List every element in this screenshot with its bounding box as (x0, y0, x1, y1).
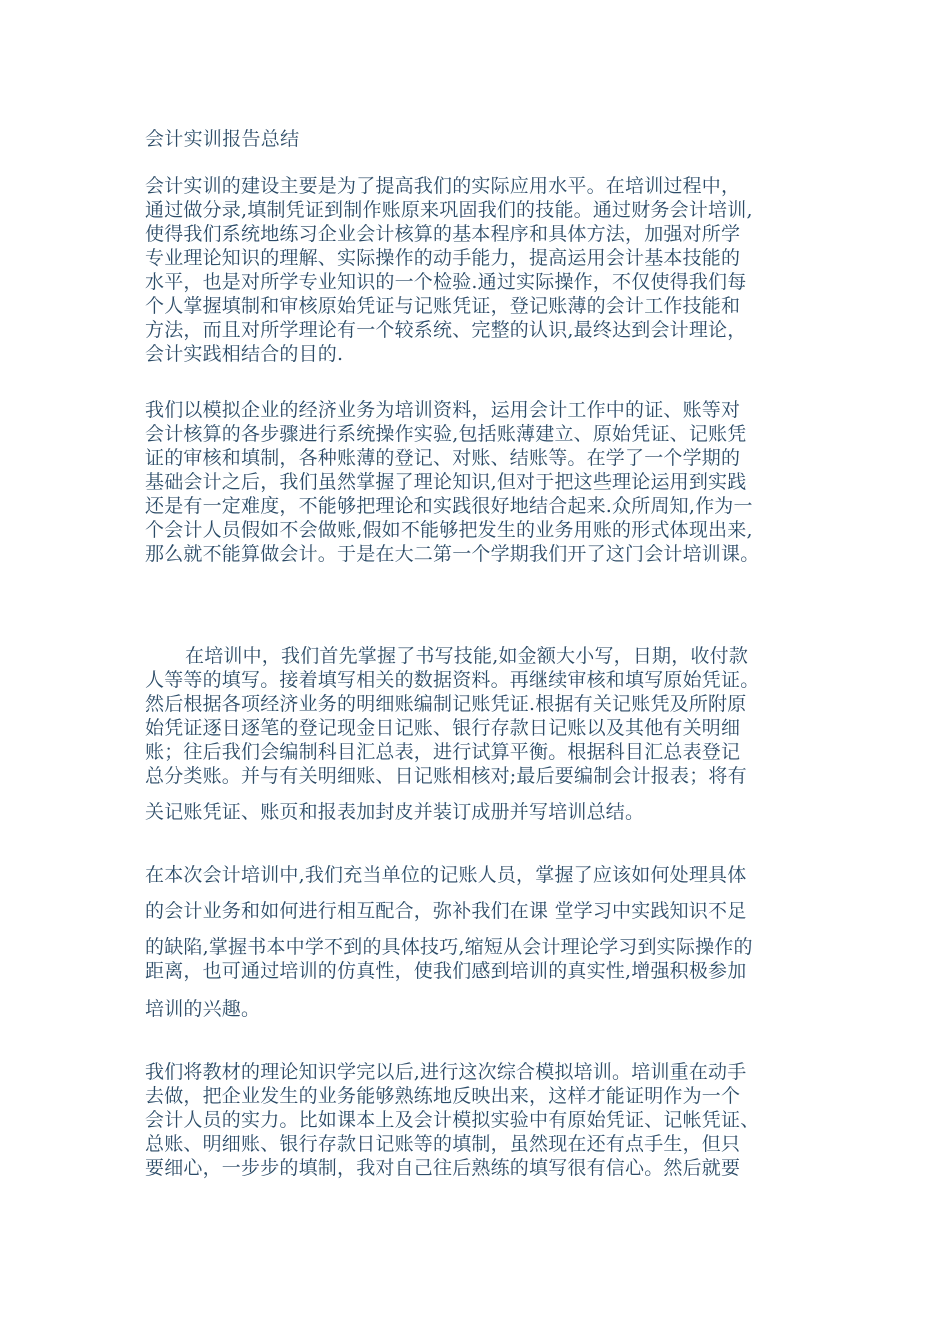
text-line: 去做，把企业发生的业务能够熟练地反映出来，这样才能证明作为一个 (145, 1085, 741, 1107)
text-line: 在培训中，我们首先掌握了书写技能,如金额大小写，日期，收付款 (185, 645, 749, 667)
paragraph-5 (145, 1060, 805, 1180)
text-line: 关记账凭证、账页和报表加封皮并装订成册并写培训总结。 (145, 801, 645, 823)
text-line: 我们将教材的理论知识学完以后,进行这次综合模拟培训。培训重在动手 (145, 1061, 747, 1083)
text-line: 通过做分录,填制凭证到制作账原来巩固我们的技能。通过财务会计培训, (145, 199, 753, 221)
text-line: 会计核算的各步骤进行系统操作实验,包括账薄建立、原始凭证、记账凭 (145, 423, 747, 445)
text-line: 账；往后我们会编制科目汇总表，进行试算平衡。根据科目汇总表登记 (145, 741, 741, 763)
text-line: 培训的兴趣。 (145, 998, 261, 1020)
paragraph-3 (145, 644, 805, 824)
paragraph-4 (145, 863, 805, 1021)
text-line: 还是有一定难度，不能够把理论和实践很好地结合起来.众所周知,作为一 (145, 495, 753, 517)
text-line: 要细心，一步步的填制，我对自己往后熟练的填写很有信心。然后就要 (145, 1157, 741, 1179)
text-line: 然后根据各项经济业务的明细账编制记账凭证.根据有关记账凭及所附原 (145, 693, 747, 715)
paragraph-1 (145, 174, 805, 366)
text-line: 始凭证逐日逐笔的登记现金日记账、银行存款日记账以及其他有关明细 (145, 717, 741, 739)
document-title: 会计实训报告总结 (145, 128, 300, 150)
text-line: 个会计人员假如不会做账,假如不能够把发生的业务用账的形式体现出来, (145, 519, 753, 541)
text-line: 的会计业务和如何进行相互配合，弥补我们在课 堂学习中实践知识不足 (145, 900, 747, 922)
text-line: 我们以模拟企业的经济业务为培训资料，运用会计工作中的证、账等对 (145, 399, 741, 421)
text-line: 方法，而且对所学理论有一个较系统、完整的认识,最终达到会计理论， (145, 319, 747, 341)
text-line: 的缺陷,掌握书本中学不到的具体技巧,缩短从会计理论学习到实际操作的 (145, 936, 753, 958)
text-line: 会计实训的建设主要是为了提高我们的实际应用水平。在培训过程中， (145, 175, 741, 197)
text-line: 在本次会计培训中,我们充当单位的记账人员，掌握了应该如何处理具体 (145, 864, 747, 886)
text-line: 人等等的填写。接着填写相关的数据资料。再继续审核和填写原始凭证。 (145, 669, 760, 691)
text-line: 会计人员的实力。比如课本上及会计模拟实验中有原始凭证、记帐凭证、 (145, 1109, 760, 1131)
text-line: 那么就不能算做会计。于是在大二第一个学期我们开了这门会计培训课。 (145, 543, 760, 565)
text-line: 距离，也可通过培训的仿真性，使我们感到培训的真实性,增强积极参加 (145, 960, 747, 982)
paragraph-2 (145, 398, 805, 566)
text-line: 总分类账。并与有关明细账、日记账相核对;最后要编制会计报表；将有 (145, 765, 747, 787)
text-line: 水平，也是对所学专业知识的一个检验.通过实际操作，不仅使得我们每 (145, 271, 747, 293)
text-line: 会计实践相结合的目的. (145, 343, 344, 365)
text-line: 基础会计之后，我们虽然掌握了理论知识,但对于把这些理论运用到实践 (145, 471, 747, 493)
text-line: 使得我们系统地练习企业会计核算的基本程序和具体方法，加强对所学 (145, 223, 741, 245)
text-line: 证的审核和填制，各种账薄的登记、对账、结账等。在学了一个学期的 (145, 447, 741, 469)
text-line: 专业理论知识的理解、实际操作的动手能力，提高运用会计基本技能的 (145, 247, 741, 269)
text-line: 个人掌握填制和审核原始凭证与记账凭证，登记账薄的会计工作技能和 (145, 295, 741, 317)
text-line: 总账、明细账、银行存款日记账等的填制，虽然现在还有点手生，但只 (145, 1133, 741, 1155)
